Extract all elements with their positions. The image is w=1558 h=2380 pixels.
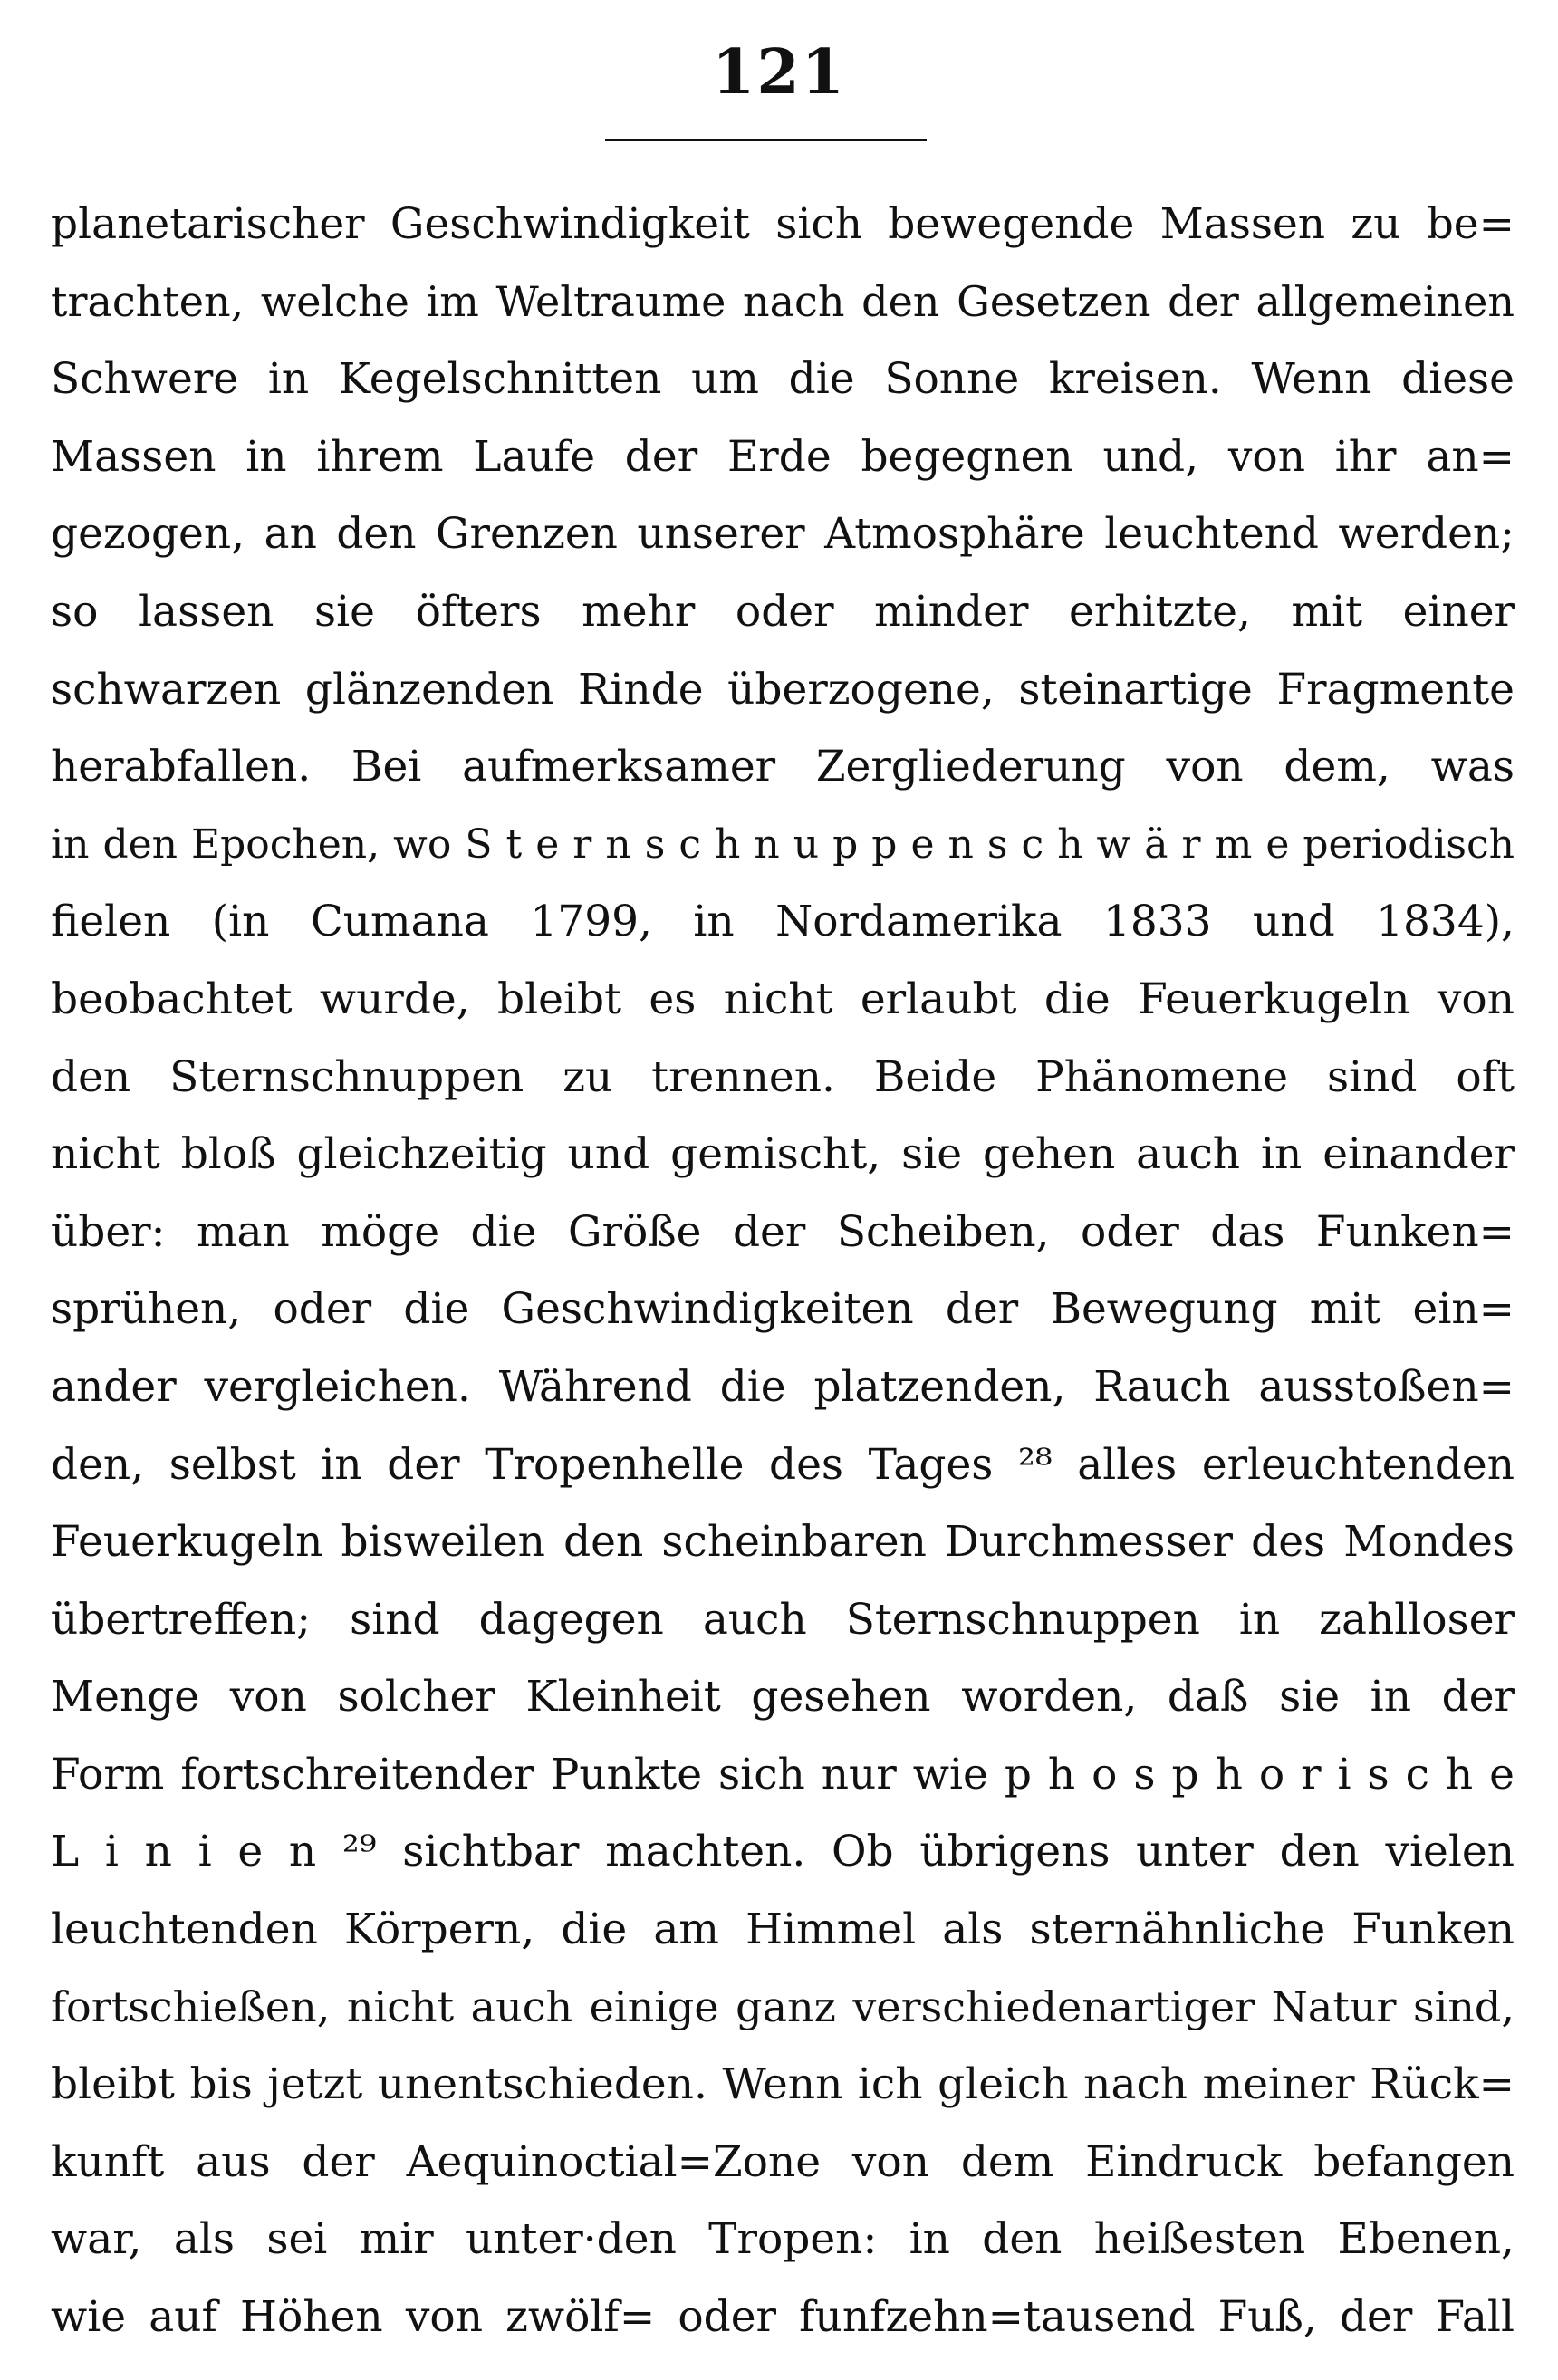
text-line: beobachtet wurde, bleibt es nicht erlaubt die Feuerkugeln von: [51, 974, 1515, 1024]
text-line: in den Epochen, wo S t e r n s c h n u p p e n s c h w ä r m e periodisch: [51, 821, 1515, 868]
text-line: schwarzen glänzenden Rinde überzogene, steinartige Fragmente: [51, 664, 1515, 715]
text-line: leuchtenden Körpern, die am Himmel als sternähnliche Funken: [51, 1905, 1515, 1955]
text-line: über: man möge die Größe der Scheiben, oder das Funken=: [51, 1206, 1515, 1257]
text-line: Massen in ihrem Laufe der Erde begegnen und, von ihr an=: [51, 431, 1515, 482]
text-line: ander vergleichen. Während die platzenden, Rauch ausstoßen=: [51, 1361, 1515, 1412]
text-line: kunft aus der Aequinoctial=Zone von dem Eindruck befangen: [51, 2136, 1515, 2187]
header-rule: [605, 139, 927, 141]
text-line: sprühen, oder die Geschwindigkeiten der Bewegung mit ein=: [51, 1284, 1515, 1335]
text-line: herabfallen. Bei aufmerksamer Zergliederung von dem, was: [51, 742, 1515, 792]
text-line: planetarischer Geschwindigkeit sich bewegende Massen zu be=: [51, 199, 1515, 249]
text-line: bleibt bis jetzt unentschieden. Wenn ich gleich nach meiner Rück=: [51, 2059, 1515, 2110]
body-text: [51, 186, 1515, 2356]
page-number: 121: [712, 36, 846, 109]
text-line: übertreffen; sind dagegen auch Sternschnuppen in zahlloser: [51, 1594, 1515, 1645]
text-line: den Sternschnuppen zu trennen. Beide Phänomene sind oft: [51, 1051, 1515, 1102]
text-line: Feuerkugeln bisweilen den scheinbaren Durchmesser des Mondes: [51, 1517, 1515, 1568]
text-line: L i n i e n ²⁹ sichtbar machten. Ob übrigens unter den vielen: [51, 1827, 1515, 1877]
text-line: gezogen, an den Grenzen unserer Atmosphäre leuchtend werden;: [51, 509, 1515, 560]
text-line: den, selbst in der Tropenhelle des Tages ²⁸ alles erleuchtenden: [51, 1439, 1515, 1490]
text-line: Form fortschreitender Punkte sich nur wie p h o s p h o r i s c h e: [51, 1749, 1515, 1799]
text-line: fortschießen, nicht auch einige ganz verschiedenartiger Natur sind,: [51, 1982, 1515, 2031]
text-line: wie auf Höhen von zwölf= oder funfzehn=tausend Fuß, der Fall: [51, 2292, 1515, 2343]
text-line: Menge von solcher Kleinheit gesehen worden, daß sie in der: [51, 1672, 1515, 1723]
text-line: Schwere in Kegelschnitten um die Sonne kreisen. Wenn diese: [51, 354, 1515, 405]
text-line: fielen (in Cumana 1799, in Nordamerika 1833 und 1834),: [51, 897, 1515, 947]
text-line: trachten, welche im Weltraume nach den Gesetzen der allgemeinen: [51, 276, 1515, 326]
text-line: war, als sei mir unter·den Tropen: in den heißesten Ebenen,: [51, 2214, 1515, 2265]
text-line: nicht bloß gleichzeitig und gemischt, sie gehen auch in einander: [51, 1129, 1515, 1180]
text-line: so lassen sie öfters mehr oder minder erhitzte, mit einer: [51, 586, 1515, 637]
